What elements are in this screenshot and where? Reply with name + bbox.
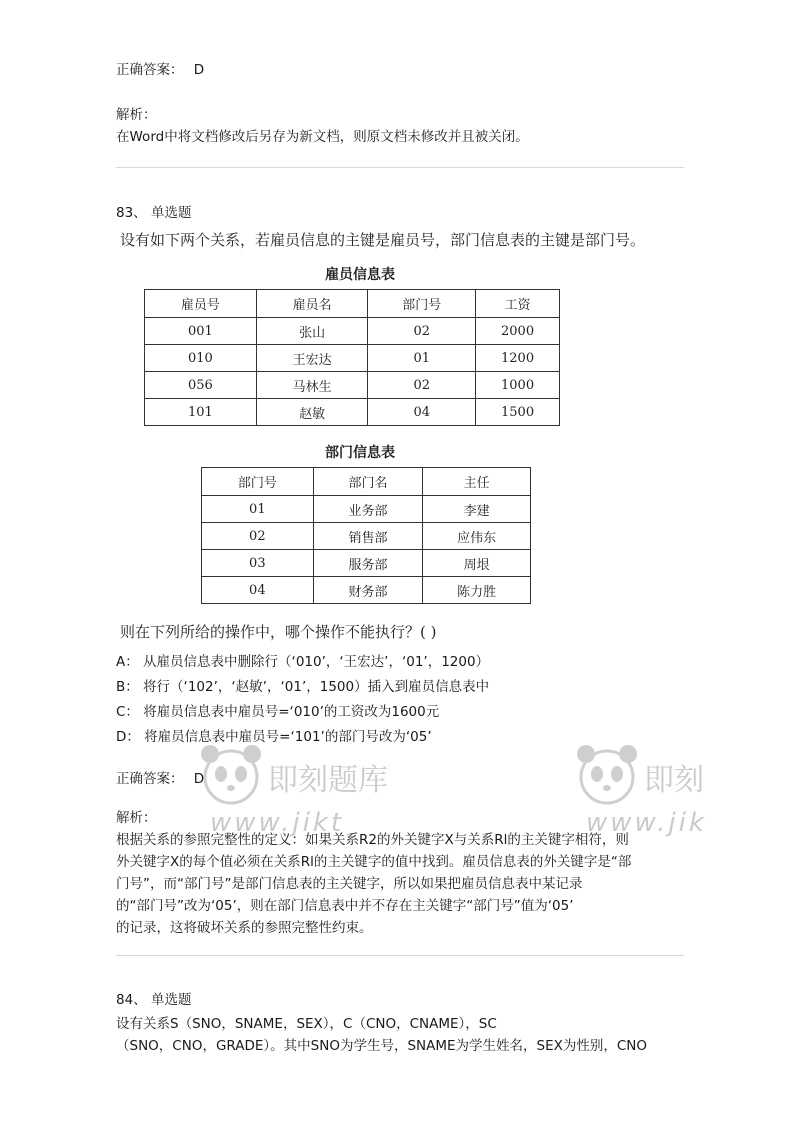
table-cell: 010 xyxy=(145,345,257,372)
q83-heading: 83、 单选题 xyxy=(116,205,192,221)
watermark-brand: 即刻 xyxy=(644,763,704,798)
table-cell: 04 xyxy=(202,577,314,604)
watermark-url: www.jik xyxy=(586,808,707,838)
analysis-line: 的记录，这将破坏关系的参照完整性约束。 xyxy=(116,920,373,936)
table-row xyxy=(145,318,560,345)
table-cell: 03 xyxy=(202,550,314,577)
q82-analysis-label: 解析： xyxy=(116,107,157,123)
header-cell: 雇员号 xyxy=(145,290,257,318)
q83-intro: 设有如下两个关系，若雇员信息的主键是雇员号，部门信息表的主键是部门号。 xyxy=(120,231,646,249)
watermark-brand: 即刻题库 xyxy=(268,763,388,798)
header-cell: 部门号 xyxy=(368,290,476,318)
table-cell: 02 xyxy=(368,318,476,345)
q82-answer: 正确答案： D xyxy=(116,62,205,78)
table-row xyxy=(202,550,531,577)
table-cell: 赵敏 xyxy=(256,399,368,426)
table-cell: 001 xyxy=(145,318,257,345)
table-row xyxy=(145,345,560,372)
table-row xyxy=(202,523,531,550)
table-cell: 01 xyxy=(202,496,314,523)
divider xyxy=(116,955,684,956)
table-row xyxy=(145,372,560,399)
analysis-line: 根据关系的参照完整性的定义：如果关系R2的外关键字X与关系Rl的主关键字相符，则 xyxy=(116,832,629,848)
table-cell: 周垠 xyxy=(423,550,531,577)
table-cell: 陈力胜 xyxy=(423,577,531,604)
watermark xyxy=(196,740,266,814)
table-cell: 业务部 xyxy=(313,496,423,523)
option-b: B： 将行（‘102’，‘赵敏’，‘01’，1500）插入到雇员信息表中 xyxy=(116,679,490,695)
watermark xyxy=(572,740,642,814)
table-header-row xyxy=(145,290,560,318)
analysis-line: 的“部门号”改为‘05’，则在部门信息表中并不存在主关键字“部门号”值为‘05’ xyxy=(116,898,574,914)
option-a: A： 从雇员信息表中删除行（‘010’，‘王宏达’，‘01’，1200） xyxy=(116,654,490,670)
q84-line: （SNO，CNO，GRADE）。其中SNO为学生号，SNAME为学生姓名，SEX为性别，CNO xyxy=(116,1038,648,1054)
header-cell: 部门号 xyxy=(202,468,314,496)
table-cell: 服务部 xyxy=(313,550,423,577)
watermark-url: www.jikt xyxy=(210,808,345,838)
q84-line: 设有关系S（SNO，SNAME，SEX），C（CNO，CNAME），SC xyxy=(116,1016,497,1032)
table-cell: 04 xyxy=(368,399,476,426)
dept-table-title: 部门信息表 xyxy=(325,445,395,461)
q83-analysis xyxy=(116,829,688,939)
option-c: C： 将雇员信息表中雇员号=‘010’的工资改为1600元 xyxy=(116,704,440,720)
dept-table xyxy=(201,467,531,604)
header-cell: 工资 xyxy=(476,290,560,318)
q83-analysis-label: 解析： xyxy=(116,810,157,826)
q82-analysis-text: 在Word中将文档修改后另存为新文档，则原文档未修改并且被关闭。 xyxy=(116,129,529,145)
table-cell: 销售部 xyxy=(313,523,423,550)
table-row xyxy=(202,577,531,604)
q83-answer: 正确答案： D xyxy=(116,771,205,787)
employee-table xyxy=(144,289,560,426)
table-cell: 张山 xyxy=(256,318,368,345)
table-cell: 02 xyxy=(368,372,476,399)
divider xyxy=(116,167,684,168)
panda-logo-icon xyxy=(196,740,266,810)
q84-heading: 84、 单选题 xyxy=(116,992,192,1008)
header-cell: 部门名 xyxy=(313,468,423,496)
table-cell: 01 xyxy=(368,345,476,372)
table-cell: 2000 xyxy=(476,318,560,345)
table-cell: 王宏达 xyxy=(256,345,368,372)
table-cell: 056 xyxy=(145,372,257,399)
table-cell: 02 xyxy=(202,523,314,550)
table-cell: 101 xyxy=(145,399,257,426)
table-row xyxy=(145,399,560,426)
employee-table-title: 雇员信息表 xyxy=(325,267,395,283)
table-header-row xyxy=(202,468,531,496)
table-cell: 财务部 xyxy=(313,577,423,604)
analysis-line: 门号”，而“部门号”是部门信息表的主关键字，所以如果把雇员信息表中某记录 xyxy=(116,876,583,892)
q83-question: 则在下列所给的操作中，哪个操作不能执行？( ) xyxy=(120,623,437,641)
header-cell: 雇员名 xyxy=(256,290,368,318)
option-d: D： 将雇员信息表中雇员号=‘101’的部门号改为‘05’ xyxy=(116,729,432,745)
header-cell: 主任 xyxy=(423,468,531,496)
table-cell: 1500 xyxy=(476,399,560,426)
table-cell: 1200 xyxy=(476,345,560,372)
table-cell: 马林生 xyxy=(256,372,368,399)
panda-logo-icon xyxy=(572,740,642,810)
table-cell: 1000 xyxy=(476,372,560,399)
analysis-line: 外关键字X的每个值必须在关系Rl的主关键字的值中找到。雇员信息表的外关键字是“部 xyxy=(116,854,632,870)
table-cell: 李建 xyxy=(423,496,531,523)
table-row xyxy=(202,496,531,523)
table-cell: 应伟东 xyxy=(423,523,531,550)
